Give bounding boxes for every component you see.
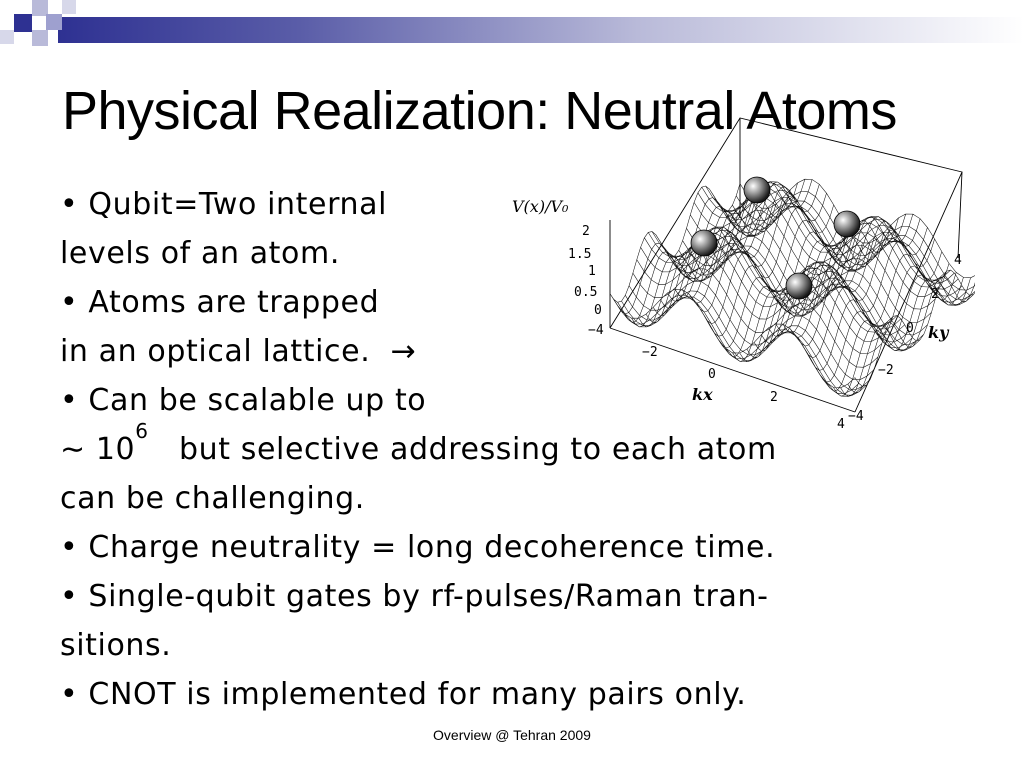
bullet-line: sitions. xyxy=(60,628,172,663)
bullet-line: • Atoms are trapped xyxy=(60,285,380,320)
atom-sphere xyxy=(834,211,860,237)
atom-sphere xyxy=(691,230,717,256)
bullet-line: can be challenging. xyxy=(60,481,365,516)
x-tick-label: 4 xyxy=(837,417,845,432)
header-gradient-bar xyxy=(58,17,1024,43)
slide-footer: Overview @ Tehran 2009 xyxy=(433,727,591,743)
optical-lattice-plot xyxy=(500,108,975,433)
x-tick-label: −2 xyxy=(642,345,658,360)
header-square-dark xyxy=(14,14,32,32)
z-tick-label: 1.5 xyxy=(568,247,592,262)
z-tick-label: 0 xyxy=(594,303,602,318)
header-square-light xyxy=(46,14,62,30)
y-tick-label: −2 xyxy=(878,363,894,378)
bullet-text: ∼ 10 xyxy=(60,432,136,467)
z-tick-label: 2 xyxy=(582,224,590,239)
atom-sphere xyxy=(744,177,770,203)
y-tick-label: 0 xyxy=(906,321,914,336)
y-tick-label: 4 xyxy=(954,253,962,268)
header-band xyxy=(0,0,1024,62)
z-axis-label: V(x)/V₀ xyxy=(512,197,569,216)
slide-title: Physical Realization: Neutral Atoms xyxy=(62,81,897,141)
header-square-light xyxy=(0,30,14,44)
arrow-symbol: → xyxy=(390,334,417,369)
z-tick-label: 1 xyxy=(588,264,596,279)
y-axis-label: ky xyxy=(928,323,949,342)
y-tick-label: −4 xyxy=(848,409,864,424)
bullet-line: • CNOT is implemented for many pairs only. xyxy=(60,677,747,712)
atom-sphere xyxy=(786,273,812,299)
bullet-line: • Can be scalable up to xyxy=(60,383,427,418)
bullet-line: • Qubit=Two internal xyxy=(60,187,388,222)
x-tick-label: −4 xyxy=(588,323,604,338)
bullet-line: levels of an atom. xyxy=(60,236,340,271)
bullet-text: in an optical lattice. xyxy=(60,334,371,369)
y-tick-label: 2 xyxy=(931,287,939,302)
header-square-light xyxy=(32,30,48,46)
z-tick-label: 0.5 xyxy=(574,285,598,300)
superscript: 6 xyxy=(135,419,149,443)
bullet-text: but selective addressing to each atom xyxy=(179,432,777,467)
x-axis-label: kx xyxy=(692,385,713,404)
bullet-line: • Single-qubit gates by rf-pulses/Raman tran- xyxy=(60,579,769,614)
header-square-mid xyxy=(62,0,76,14)
x-tick-label: 2 xyxy=(770,390,778,405)
bullet-line: • Charge neutrality = long decoherence time. xyxy=(60,530,776,565)
x-tick-label: 0 xyxy=(708,367,716,382)
